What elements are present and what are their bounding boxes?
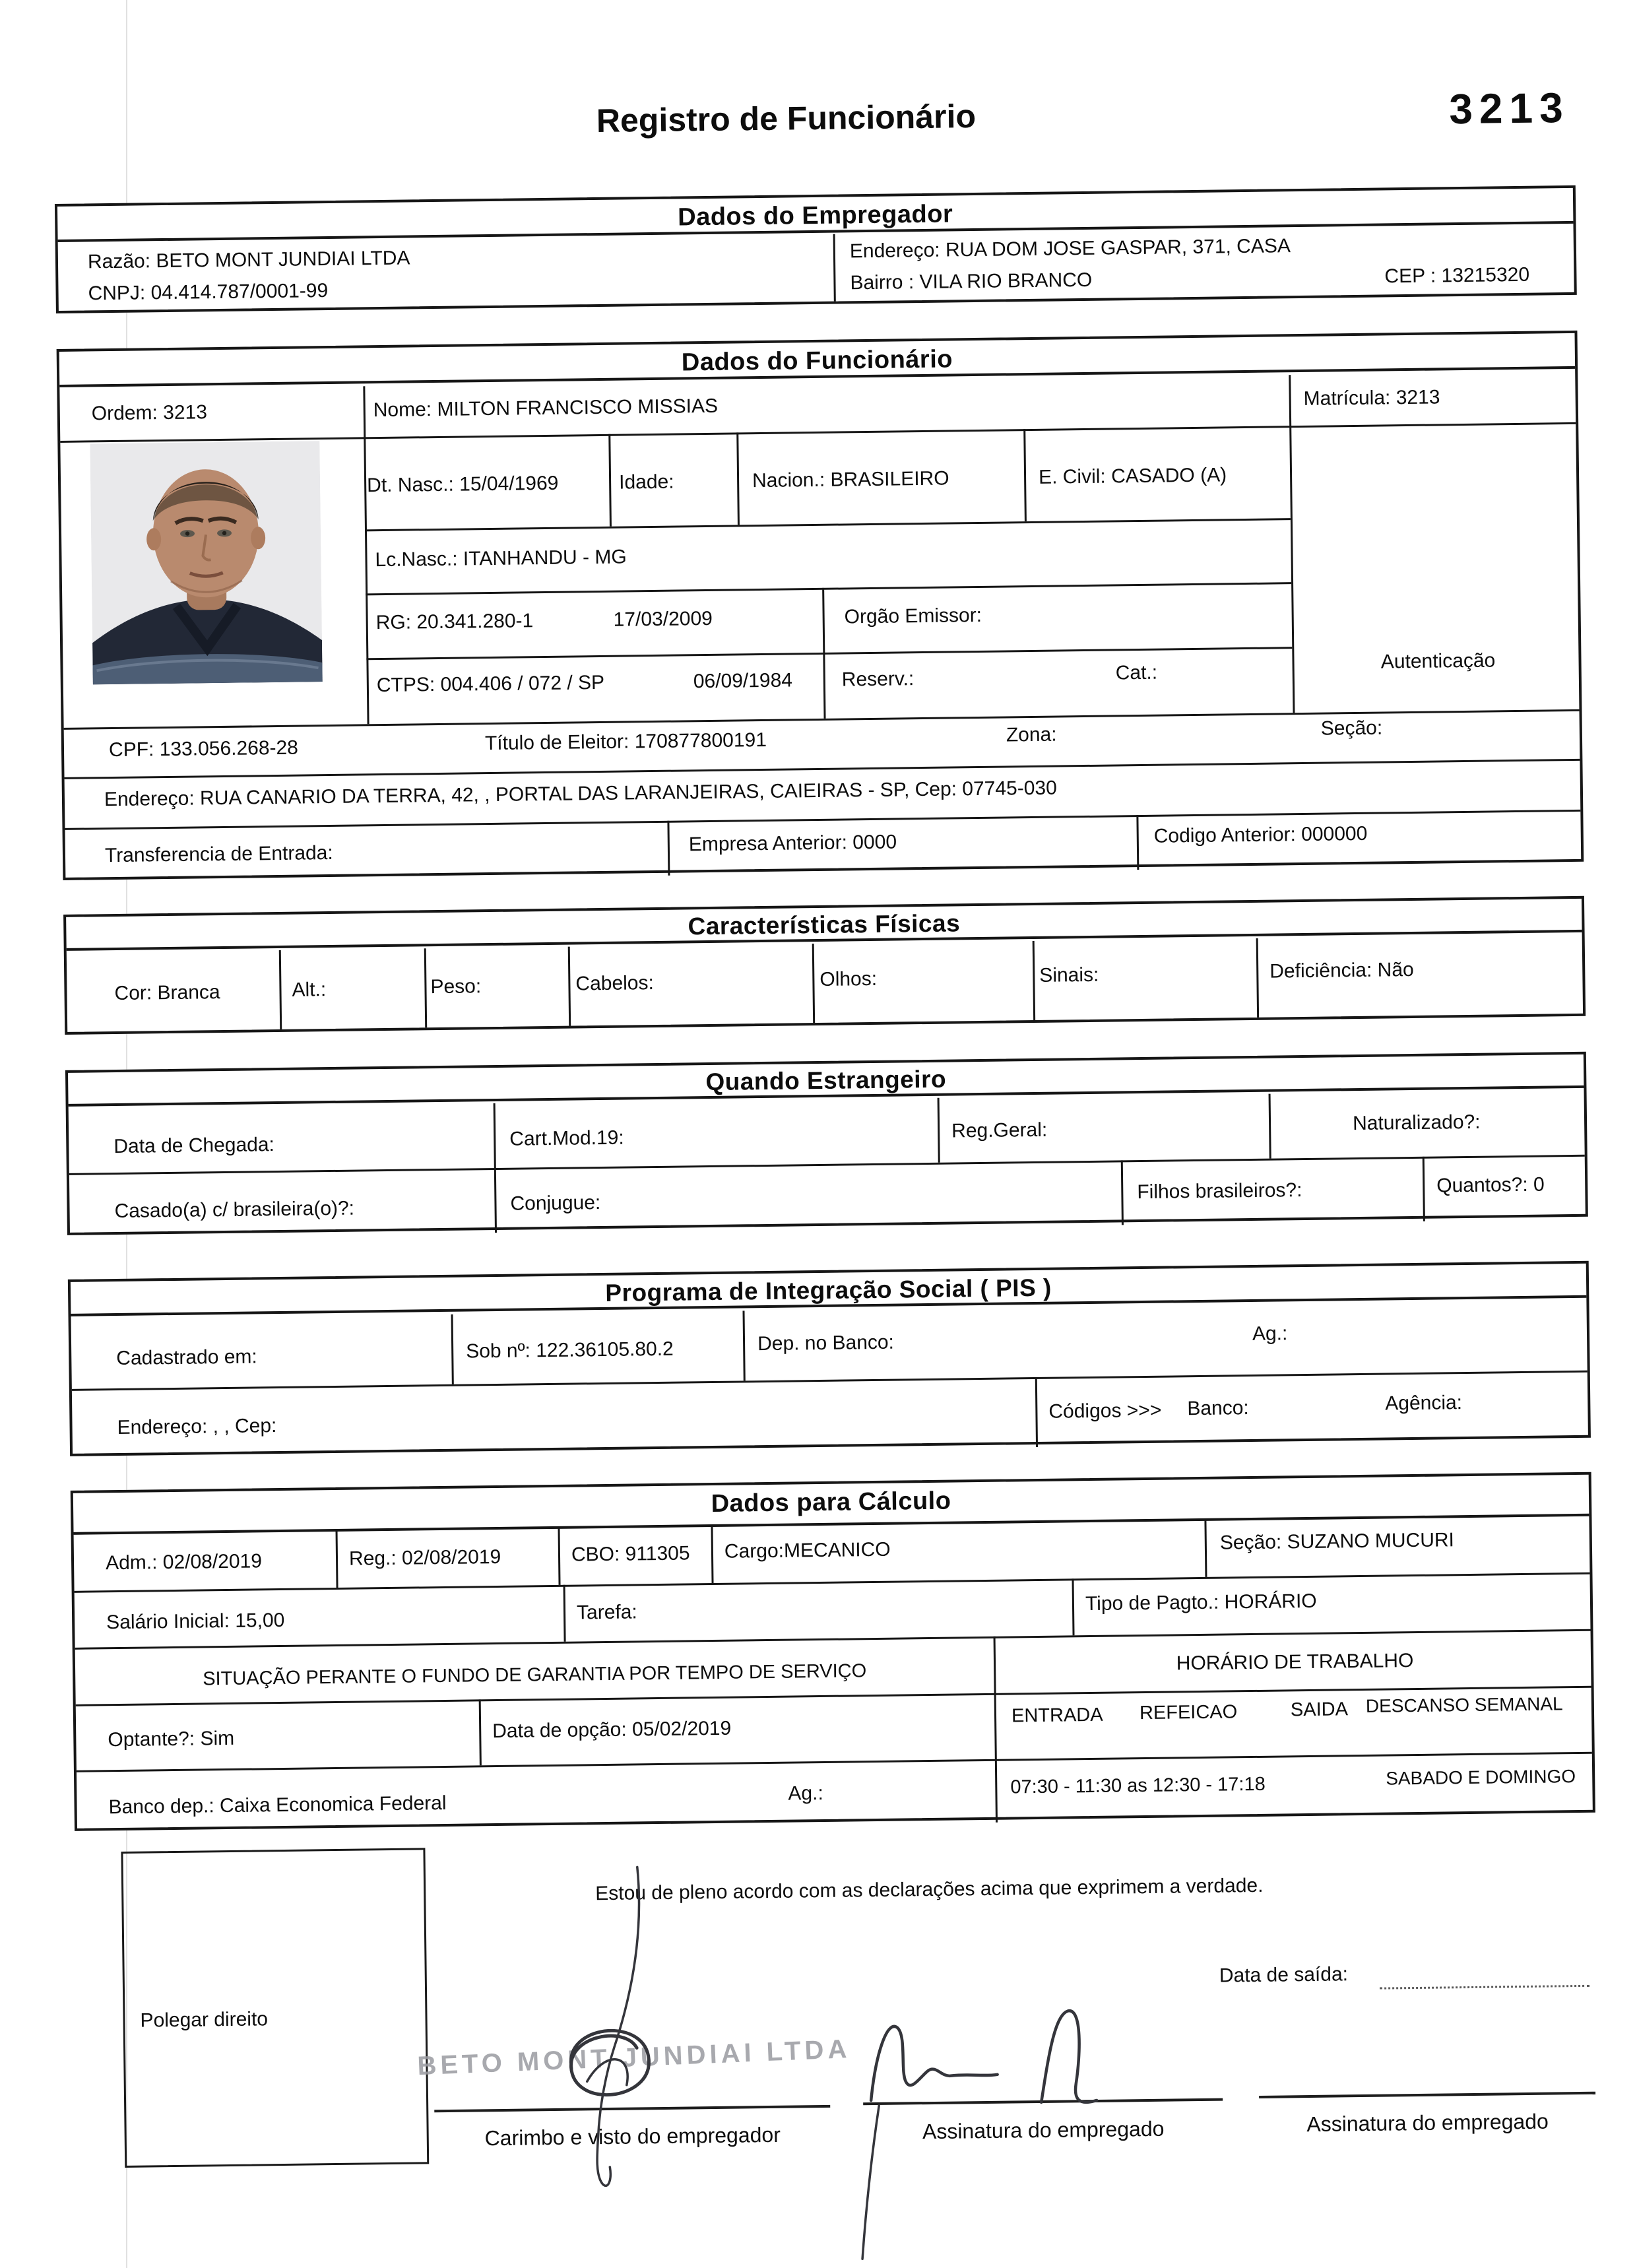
- field-sob-no: Sob nº: 122.36105.80.2: [466, 1338, 674, 1363]
- grid-line: [1121, 1160, 1124, 1225]
- section-funcionario: [57, 331, 1584, 880]
- field-cnpj: CNPJ: 04.414.787/0001-99: [88, 279, 329, 305]
- employee-photo: [90, 441, 322, 684]
- field-salario: Salário Inicial: 15,00: [106, 1609, 285, 1634]
- section-empregador-title: Dados do Empregador: [57, 188, 1573, 242]
- field-sinais: Sinais:: [1039, 963, 1099, 987]
- grid-line: [812, 944, 815, 1023]
- field-lc-nasc: Lc.Nasc.: ITANHANDU - MG: [375, 546, 627, 571]
- field-cor: Cor: Branca: [114, 981, 220, 1005]
- field-calculo-ag: Ag.:: [788, 1782, 824, 1805]
- field-codigo-anterior: Codigo Anterior: 000000: [1153, 822, 1368, 847]
- grid-line: [1072, 1578, 1074, 1635]
- field-filhos: Filhos brasileiros?:: [1137, 1179, 1302, 1204]
- grid-line: [451, 1314, 454, 1384]
- section-estrangeiro-title: Quando Estrangeiro: [68, 1054, 1584, 1107]
- field-cep: CEP : 13215320: [1384, 263, 1530, 288]
- field-data-opcao: Data de opção: 05/02/2019: [492, 1717, 732, 1743]
- field-autenticacao: Autenticação: [1380, 649, 1496, 673]
- exit-date-label: Data de saída:: [1219, 1963, 1349, 1987]
- section-calculo: [71, 1472, 1595, 1831]
- caption-carimbo: Carimbo e visto do empregador: [484, 2122, 781, 2151]
- grid-line: [608, 434, 612, 527]
- thumbprint-box: [121, 1848, 429, 2168]
- section-pis-title: Programa de Integração Social ( PIS ): [71, 1264, 1586, 1316]
- grid-line: [1256, 938, 1259, 1018]
- field-alt: Alt.:: [292, 979, 327, 1001]
- field-rg-data: 17/03/2009: [613, 607, 713, 631]
- section-estrangeiro: [65, 1052, 1588, 1235]
- field-olhos: Olhos:: [819, 967, 878, 990]
- field-codigos: Códigos >>>: [1048, 1399, 1162, 1423]
- field-optante: Optante?: Sim: [108, 1727, 235, 1751]
- col-entrada: ENTRADA: [1011, 1704, 1103, 1727]
- field-casado-brasileira: Casado(a) c/ brasileira(o)?:: [114, 1197, 355, 1223]
- field-tarefa: Tarefa:: [576, 1601, 637, 1624]
- field-conjugue: Conjugue:: [510, 1192, 601, 1215]
- field-adm: Adm.: 02/08/2019: [105, 1550, 263, 1574]
- grid-line: [938, 1098, 940, 1163]
- field-ordem: Ordem: 3213: [91, 401, 208, 425]
- grid-line: [479, 1699, 482, 1765]
- grid-line: [1269, 1094, 1271, 1159]
- field-pis-ag: Ag.:: [1252, 1322, 1288, 1345]
- field-reserv: Reserv.:: [841, 668, 915, 691]
- grid-line: [75, 1629, 1591, 1650]
- field-transferencia: Transferencia de Entrada:: [104, 841, 333, 867]
- grid-line: [69, 1155, 1585, 1175]
- grid-line: [1136, 815, 1139, 870]
- grid-line: [568, 947, 571, 1026]
- field-horario-valor: 07:30 - 11:30 as 12:30 - 17:18: [1010, 1773, 1266, 1798]
- grid-line: [335, 1530, 338, 1588]
- field-rg: RG: 20.341.280-1: [375, 610, 534, 634]
- grid-line: [279, 950, 282, 1029]
- grid-line: [366, 582, 1291, 595]
- field-idade: Idade:: [618, 470, 674, 494]
- grid-line: [1035, 1377, 1038, 1447]
- section-calculo-title: Dados para Cálculo: [73, 1475, 1589, 1535]
- caption-assinatura-1: Assinatura do empregado: [922, 2116, 1165, 2144]
- caption-assinatura-2: Assinatura do empregado: [1306, 2109, 1549, 2137]
- section-empregador: [55, 185, 1577, 313]
- field-deficiencia: Deficiência: Não: [1269, 958, 1414, 983]
- field-empresa-anterior: Empresa Anterior: 0000: [688, 831, 897, 856]
- grid-line: [72, 1371, 1588, 1391]
- employee-signature-line: [863, 2098, 1223, 2106]
- page-title: Registro de Funcionário: [596, 97, 977, 139]
- field-secao: Seção:: [1320, 717, 1383, 740]
- header-fgts: SITUAÇÃO PERANTE O FUNDO DE GARANTIA POR TEMPO DE SERVIÇO: [203, 1660, 867, 1690]
- field-cadastrado: Cadastrado em:: [116, 1345, 257, 1370]
- field-reg-geral: Reg.Geral:: [951, 1118, 1048, 1142]
- field-reg: Reg.: 02/08/2019: [348, 1545, 501, 1570]
- field-nacion: Nacion.: BRASILEIRO: [752, 467, 949, 492]
- agreement-statement: Estou de pleno acordo com as declarações acima que exprimem a verdade.: [595, 1874, 1264, 1905]
- field-cargo: Cargo:MECANICO: [724, 1538, 891, 1563]
- grid-line: [1423, 1157, 1425, 1221]
- col-saida: SAIDA: [1290, 1699, 1349, 1721]
- field-titulo-eleitor: Título de Eleitor: 170877800191: [484, 729, 767, 755]
- field-dt-nasc: Dt. Nasc.: 15/04/1969: [366, 472, 559, 497]
- field-cat: Cat.:: [1115, 661, 1158, 684]
- grid-line: [366, 647, 1292, 660]
- section-pis: [68, 1261, 1591, 1456]
- field-cpf: CPF: 133.056.268-28: [108, 736, 299, 761]
- field-descanso-valor: SABADO E DOMINGO: [1386, 1766, 1576, 1789]
- section-fisicas-title: Características Físicas: [66, 899, 1582, 951]
- grid-line: [667, 821, 670, 876]
- field-cart-mod: Cart.Mod.19:: [509, 1126, 624, 1150]
- field-quantos: Quantos?: 0: [1436, 1173, 1545, 1197]
- grid-line: [711, 1525, 713, 1583]
- field-cbo: CBO: 911305: [571, 1542, 690, 1566]
- employee-signature-line-2: [1259, 2092, 1595, 2098]
- field-e-civil: E. Civil: CASADO (A): [1038, 464, 1227, 488]
- field-ctps-data: 06/09/1984: [693, 669, 793, 693]
- grid-line: [60, 422, 1576, 443]
- grid-line: [365, 518, 1291, 531]
- document-number: 3213: [1448, 83, 1570, 133]
- stamp-signature-line: [434, 2105, 830, 2112]
- section-funcionario-title: Dados do Funcionário: [59, 333, 1575, 387]
- grid-line: [75, 1572, 1590, 1593]
- field-endereco-empregador: Endereço: RUA DOM JOSE GASPAR, 371, CASA: [849, 235, 1291, 263]
- grid-line: [1033, 941, 1035, 1020]
- thumbprint-label: Polegar direito: [140, 2008, 269, 2032]
- grid-line: [563, 1585, 566, 1642]
- field-naturalizado: Naturalizado?:: [1352, 1111, 1481, 1135]
- grid-line: [742, 1311, 745, 1380]
- field-razao: Razão: BETO MONT JUNDIAI LTDA: [87, 247, 410, 273]
- field-matricula: Matrícula: 3213: [1303, 386, 1440, 410]
- field-calculo-secao: Seção: SUZANO MUCURI: [1219, 1529, 1455, 1554]
- field-zona: Zona:: [1006, 723, 1057, 746]
- field-banco-dep: Banco dep.: Caixa Economica Federal: [108, 1792, 447, 1819]
- grid-line: [65, 759, 1580, 779]
- grid-line: [833, 234, 836, 302]
- field-ctps: CTPS: 004.406 / 072 / SP: [376, 671, 605, 697]
- company-stamp: BETO MONT JUNDIAI LTDA: [416, 2034, 852, 2081]
- field-tipo-pagto: Tipo de Pagto.: HORÁRIO: [1085, 1590, 1317, 1615]
- field-pis-endereco: Endereço: , , Cep:: [117, 1415, 277, 1439]
- grid-line: [1204, 1519, 1207, 1577]
- field-agencia: Agência:: [1385, 1392, 1463, 1415]
- field-bairro: Bairro : VILA RIO BRANCO: [850, 269, 1093, 294]
- field-data-chegada: Data de Chegada:: [113, 1134, 275, 1158]
- grid-line: [558, 1527, 560, 1585]
- field-dep-banco: Dep. no Banco:: [757, 1331, 895, 1355]
- header-horario-trabalho: HORÁRIO DE TRABALHO: [1176, 1650, 1414, 1675]
- grid-line: [424, 948, 427, 1027]
- exit-date-line: [1380, 1966, 1589, 1990]
- field-peso: Peso:: [430, 975, 482, 998]
- col-descanso: DESCANSO SEMANAL: [1365, 1693, 1563, 1716]
- field-cabelos: Cabelos:: [575, 972, 655, 995]
- field-nome: Nome: MILTON FRANCISCO MISSIAS: [373, 395, 719, 422]
- grid-line: [77, 1752, 1592, 1772]
- col-refeicao: REFEICAO: [1139, 1701, 1238, 1724]
- grid-line: [1023, 429, 1027, 521]
- grid-line: [736, 432, 740, 525]
- field-banco: Banco:: [1187, 1397, 1249, 1420]
- field-endereco-funcionario: Endereço: RUA CANARIO DA TERRA, 42, , PORTAL DAS LARANJEIRAS, CAIEIRAS - SP, Cep: 07745-030: [104, 777, 1057, 811]
- field-orgao: Orgão Emissor:: [844, 604, 982, 628]
- section-fisicas: [63, 896, 1586, 1035]
